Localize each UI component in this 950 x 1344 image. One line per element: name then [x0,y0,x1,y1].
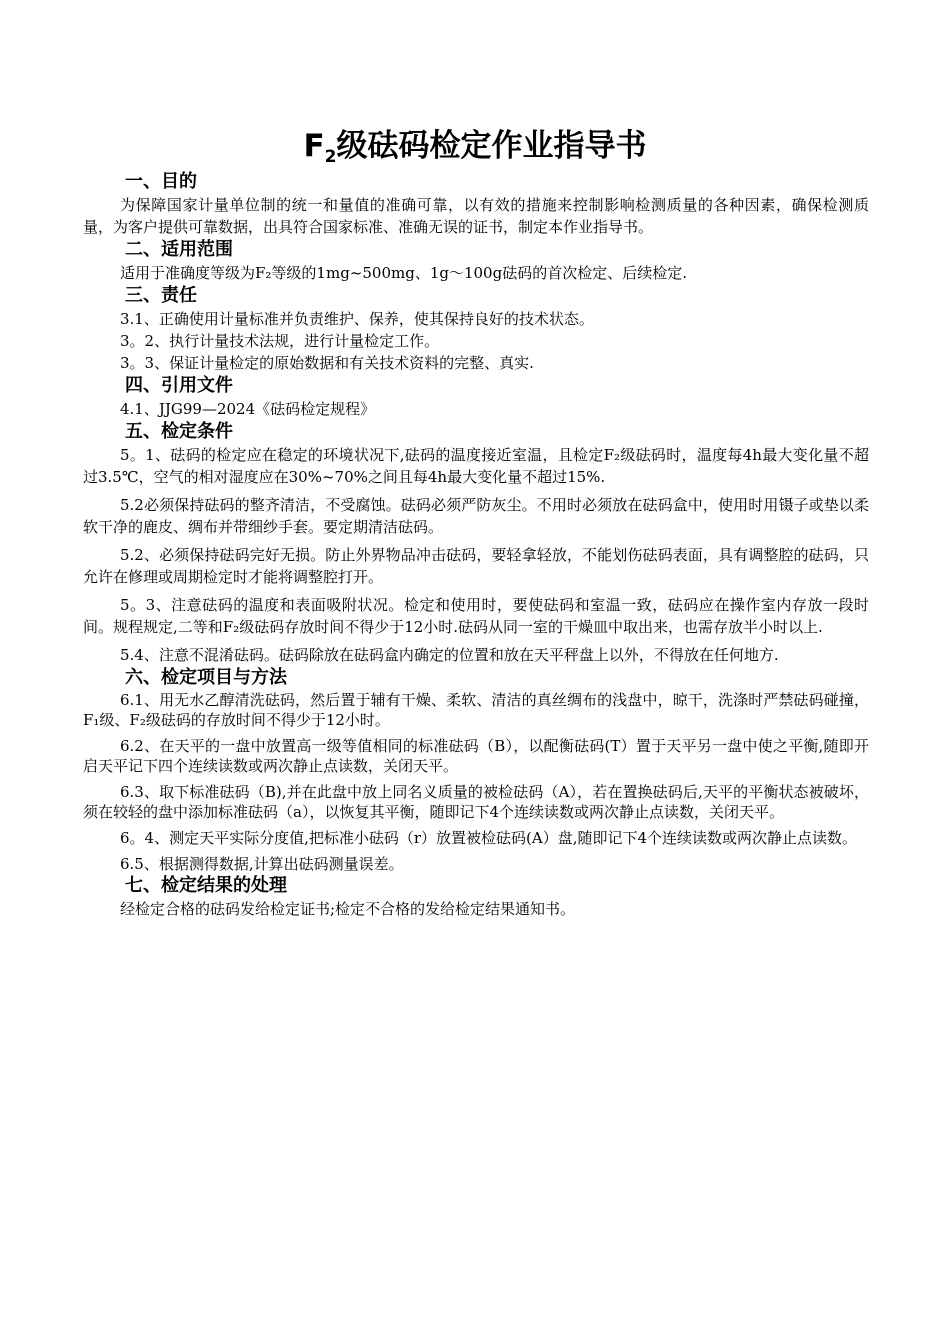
section-heading-methods: 六、检定项目与方法 [125,667,287,688]
paragraph-conditions-1: 5。1、砝码的检定应在稳定的环境状况下,砝码的温度接近室温，且检定F₂级砝码时，温度每4h最大变化量不超过3.5℃，空气的相对湿度应在30%~70%之间且每4h最大变化量不超过15%. [83,446,869,486]
paragraph-conditions-5: 5.4、注意不混淆砝码。砝码除放在砝码盒内确定的位置和放在天平秤盘上以外，不得放在任何地方. [120,646,779,664]
section-heading-results: 七、检定结果的处理 [125,875,287,896]
section-heading-purpose: 一、目的 [125,171,197,192]
paragraph-references-1: 4.1、JJG99—2024《砝码检定规程》 [120,400,376,418]
title-prefix: F [303,128,325,164]
paragraph-responsibility-1: 3.1、正确使用计量标准并负责维护、保养，使其保持良好的技术状态。 [120,310,594,328]
paragraph-results-1: 经检定合格的砝码发给检定证书;检定不合格的发给检定结果通知书。 [120,900,576,918]
paragraph-methods-2: 6.2、在天平的一盘中放置高一级等值相同的标准砝码（B），以配衡砝码(T）置于天平另一盘中使之平衡,随即开启天平记下四个连续读数或两次静止点读数，关闭天平。 [83,737,869,775]
paragraph-scope: 适用于准确度等级为F₂等级的1mg~500mg、1g～100g砝码的首次检定、后续检定. [120,264,687,282]
title-subscript: 2 [324,147,337,167]
paragraph-purpose: 为保障国家计量单位制的统一和量值的准确可靠，以有效的措施来控制影响检测质量的各种因素，确保检测质量，为客户提供可靠数据，出具符合国家标准、准确无误的证书，制定本作业指导书。 [83,196,869,236]
section-heading-conditions: 五、检定条件 [125,421,233,442]
document-title [0,124,950,173]
section-heading-responsibility: 三、责任 [125,285,197,306]
paragraph-methods-1: 6.1、用无水乙醇清洗砝码，然后置于辅有干燥、柔软、清洁的真丝绸布的浅盘中，晾干，洗涤时严禁砝码碰撞，F₁级、F₂级砝码的存放时间不得少于12小时。 [83,691,869,729]
paragraph-conditions-3: 5.2、必须保持砝码完好无损。防止外界物品冲击砝码，要轻拿轻放，不能划伤砝码表面，具有调整腔的砝码，只允许在修理或周期检定时才能将调整腔打开。 [83,546,869,586]
paragraph-methods-3: 6.3、取下标准砝码（B),并在此盘中放上同名义质量的被检砝码（A），若在置换砝码后,天平的平衡状态被破坏，须在较轻的盘中添加标准砝码（a），以恢复其平衡，随即记下4个连续读数或两次静止点读数，关闭天平。 [83,783,869,821]
section-heading-scope: 二、适用范围 [125,239,233,260]
paragraph-methods-5: 6.5、根据测得数据,计算出砝码测量误差。 [120,855,404,873]
section-heading-references: 四、引用文件 [125,375,233,396]
paragraph-conditions-2: 5.2必须保持砝码的整齐清洁，不受腐蚀。砝码必须严防灰尘。不用时必须放在砝码盒中，使用时用镊子或垫以柔软干净的鹿皮、绸布并带细纱手套。要定期清洁砝码。 [83,496,869,536]
paragraph-responsibility-3: 3。3、保证计量检定的原始数据和有关技术资料的完整、真实. [120,354,534,372]
title-rest: 级砝码检定作业指导书 [336,128,647,164]
paragraph-methods-4: 6。4、测定天平实际分度值,把标准小砝码（r）放置被检砝码(A）盘,随即记下4个连续读数或两次静止点读数。 [120,829,858,847]
paragraph-conditions-4: 5。3、注意砝码的温度和表面吸附状况。检定和使用时，要使砝码和室温一致，砝码应在操作室内存放一段时间。规程规定,二等和F₂级砝码存放时间不得少于12小时.砝码从同一室的干燥皿中取出来，也需存放半小时以上. [83,596,869,636]
document-body [83,170,869,920]
paragraph-responsibility-2: 3。2、执行计量技术法规，进行计量检定工作。 [120,332,440,350]
